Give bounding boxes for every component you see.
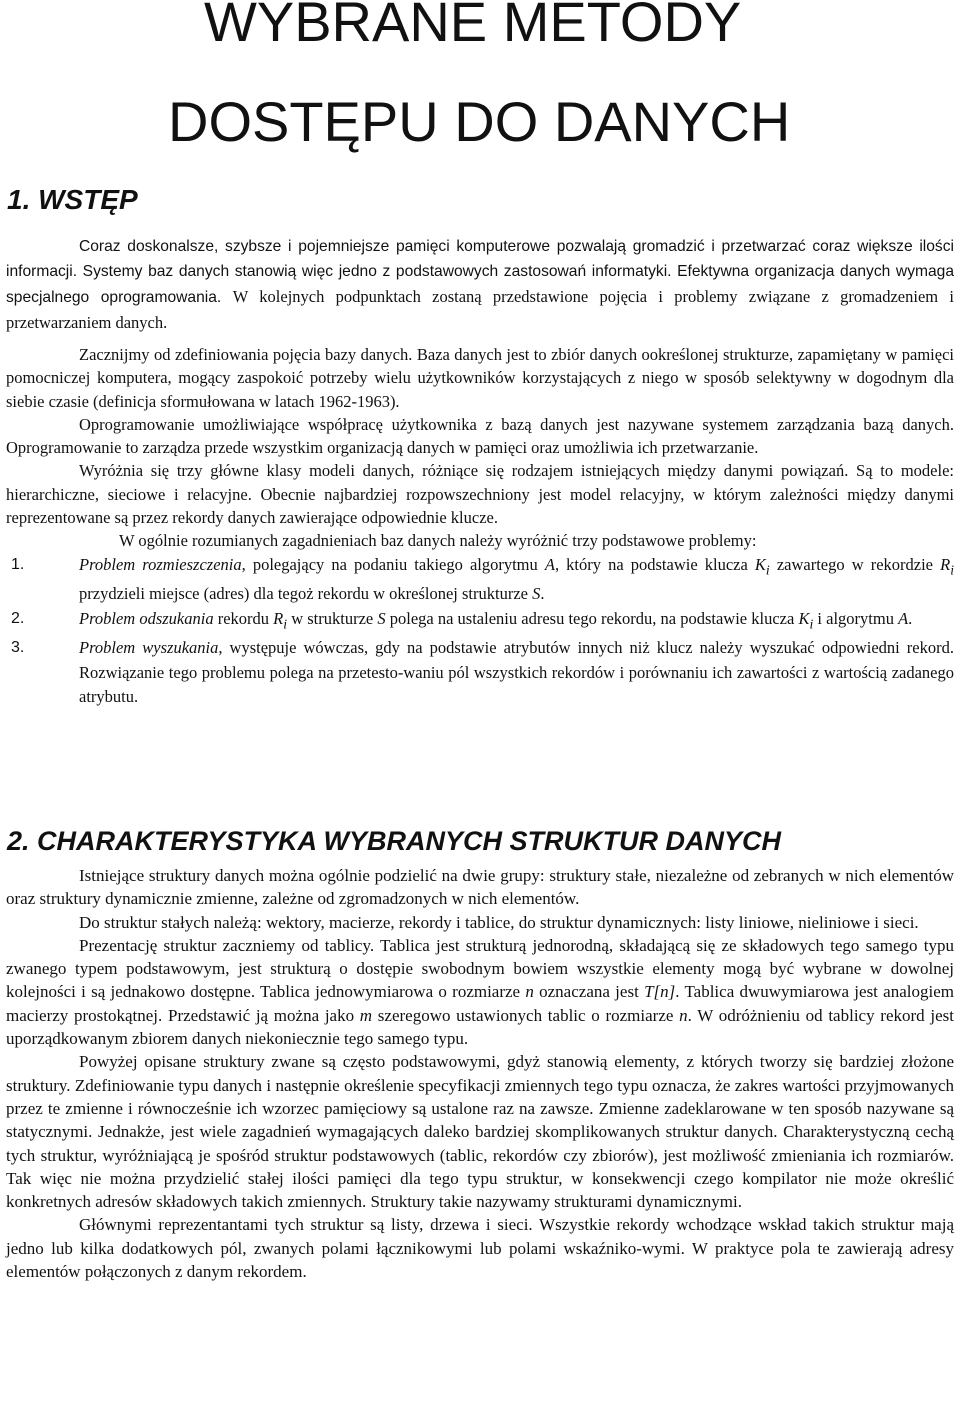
para-text: Prezentację struktur zaczniemy od tablicy. Tablica jest strukturą jednorodną, składającą się ze składowych tego samego typu zwanego typem podstawowym, jest strukturą o dostępie swobodnym bowiem wszystkie elementy mogą być wybrane w dowolnej kolejności i są jednakowo dostępne. Tablica jednowymiarowa o rozmiarze bbox=[6, 935, 954, 1002]
intro-tail: W kolejnych podpunktach zostaną przedstawione pojęcia i problemy związane z gromadzeniem i przetwarzaniem danych. bbox=[6, 287, 954, 332]
symbol-r: R bbox=[273, 608, 284, 628]
problem-text: zawartego w rekordzie bbox=[769, 554, 941, 574]
problem-text: przydzieli miejsce (adres) dla tegoż rekordu w określonej strukturze bbox=[79, 584, 533, 604]
symbol-k: K bbox=[754, 554, 766, 574]
problem-name: Problem wyszukania bbox=[79, 638, 219, 658]
section-2-paragraph-2: Do struktur stałych należą: wektory, macierze, rekordy i tablice, do struktur dynamicznych: listy liniowe, nieliniowe i sieci. bbox=[79, 912, 919, 932]
intro-text: Coraz doskonalsze, szybsze i pojemniejsze pamięci komputerowe pozwalają gromadzić i przetwarzać coraz większe ilości informacji. Systemy baz danych stanowią więc jedno z podstawowych zastosowań informatyki. Efektywna organizacja danych wymaga specjalnego oprogramowania. bbox=[6, 238, 954, 306]
section-2-paragraph-5: Głównymi reprezentantami tych struktur są listy, drzewa i sieci. Wszystkie rekordy wchodzące wskład takich struktur mają jedno lub kilka dodatkowych pól, zwanych polami łącznikowymi lub polami wskaźniko-wymi. W praktyce pola te zawierają adresy elementów połączonych z danym rekordem. bbox=[6, 1215, 954, 1282]
problem-item-1 bbox=[6, 553, 954, 607]
symbol-n: n bbox=[525, 982, 534, 1002]
symbol-s: S bbox=[532, 584, 541, 604]
section-1-paragraph-4: Wyróżnia się trzy główne klasy modeli danych, różniące się rodzajem istniejących między danymi powiązań. Są to modele: hierarchiczne, sieciowe i relacyjne. Obecnie najbardziej rozpowszechniony jest model relacyjny, w którym zależności między danymi reprezentowane są przez rekordy danych zawierające odpowiednie klucze. bbox=[6, 461, 954, 528]
problem-text: i algorytmu bbox=[813, 608, 899, 628]
problem-item-3 bbox=[6, 636, 954, 709]
problem-name: Problem rozmieszczenia bbox=[79, 554, 242, 574]
document-title-line-1: WYBRANE METODY bbox=[204, 0, 742, 53]
section-2-heading: 2. CHARAKTERYSTYKA WYBRANYCH STRUKTUR DANYCH bbox=[7, 826, 782, 856]
subscript-i: i bbox=[809, 616, 814, 632]
symbol-m: m bbox=[359, 1005, 373, 1025]
problem-text: . bbox=[540, 584, 545, 604]
subscript-i: i bbox=[283, 616, 288, 632]
problem-number: 2. bbox=[11, 609, 25, 627]
problem-text: , występuje wówczas, gdy na podstawie atrybutów innych niż klucz należy wyszukać odpowiedni rekord. Rozwiązanie tego problemu polega na przetesto-waniu pól wszystkich rekordów i porównaniu ich zawartości z wartością zadanego atrybutu. bbox=[79, 638, 954, 707]
problem-number: 1. bbox=[11, 555, 25, 573]
para-text: . Tablica dwuwymiarowa jest analogiem macierzy prostokątnej. Przedstawić ją można jako bbox=[6, 982, 954, 1025]
symbol-k: K bbox=[798, 608, 810, 628]
document-title-line-2: DOSTĘPU DO DANYCH bbox=[168, 90, 791, 153]
problem-text: , polegający na podaniu takiego algorytmu bbox=[241, 554, 545, 574]
symbol-a: A bbox=[544, 554, 555, 574]
problem-number: 3. bbox=[11, 639, 25, 657]
section-2-paragraph-4: Powyżej opisane struktury zwane są często podstawowymi, gdyż stanowią elementy, z których tworzy się bardziej złożone struktury. Zdefiniowanie typu danych i następnie określenie specyfikacji zmiennych tego typu oznacza, że zakres wartości przyjmowanych przez te zmienne i równocześnie ich wzorzec pamięciowy są ustalone raz na zawsze. Zmienne zadeklarowane w ten sposób nazywane są statycznymi. Jednakże, jest wiele zagadnień wymagających daleko bardziej skomplikowanych struktur danych. Charakterystyczną cechą tych struktur, wyróżniającą je spośród struktur podstawowych (tablic, rekordów czy zbiorów), jest możliwość zmieniania ich rozmiarów. Tak więc nie można przydzielić stałej ilości pamięci dla tego typu struktur, w konsekwencji czego kompilator nie może określić konkretnych adresów składowych takich zmiennych. Struktury takie nazywamy strukturami dynamicznymi. bbox=[6, 1052, 954, 1212]
subscript-i: i bbox=[950, 561, 955, 577]
section-2-paragraph-3 bbox=[6, 934, 954, 1050]
section-1-intro bbox=[6, 234, 954, 336]
section-1-paragraph-3: Oprogramowanie umożliwiające współpracę użytkownika z bazą danych jest nazywane systemem zarządzania bazą danych. Oprogramowanie to zarządza przede wszystkim organizacją danych w pamięci oraz umożliwia ich przetwarzanie. bbox=[6, 414, 954, 458]
problem-text: polega na ustaleniu adresu tego rekordu, na podstawie klucza bbox=[385, 608, 799, 628]
section-1-paragraph-5: W ogólnie rozumianych zagadnieniach baz danych należy wyróżnić trzy podstawowe problemy: bbox=[119, 531, 757, 551]
section-1-heading: 1. WSTĘP bbox=[7, 184, 138, 215]
problem-text: rekordu bbox=[213, 608, 274, 628]
section-2-body bbox=[6, 864, 954, 1283]
problem-text: . bbox=[908, 608, 913, 628]
problem-text: , który na podstawie klucza bbox=[554, 554, 755, 574]
problem-name: Problem odszukania bbox=[79, 608, 214, 628]
section-1-paragraph-2 bbox=[6, 343, 954, 413]
symbol-r: R bbox=[940, 554, 951, 574]
para2-rest: Baza danych jest to zbiór danych ookreślonej strukturze, zapamiętany w pamięci pomocniczej komputera, mogący zaspokoić potrzeby wielu użytkowników korzystających z niego w sposób selektywny w dogodnym dla siebie czasie (definicja sformułowana w latach 1962-1963). bbox=[6, 345, 954, 411]
symbol-n: n bbox=[679, 1005, 688, 1025]
problem-item-2 bbox=[6, 607, 954, 637]
symbol-t-n: T[n] bbox=[644, 982, 676, 1002]
problems-list bbox=[6, 553, 954, 710]
para-text: oznaczana jest bbox=[533, 982, 645, 1002]
symbol-s: S bbox=[377, 608, 386, 628]
problem-text: w strukturze bbox=[287, 608, 378, 628]
subscript-i: i bbox=[765, 561, 770, 577]
section-2-paragraph-1: Istniejące struktury danych można ogólnie podzielić na dwie grupy: struktury stałe, niezależne od zebranych w nich elementów oraz struktury dynamicznie zmienne, zależne od zgromadzonych w nich elementów. bbox=[6, 866, 954, 909]
section-1-body bbox=[6, 234, 954, 710]
para2-start: Zacznijmy od zdefiniowania pojęcia bazy danych. bbox=[79, 345, 413, 364]
para-text: szeregowo ustawionych tablic o rozmiarze bbox=[372, 1005, 680, 1025]
para-text: . W odróżnieniu od tablicy rekord jest uporządkowanym zbiorem danych niekoniecznie tego samego typu. bbox=[6, 1005, 954, 1049]
symbol-a: A bbox=[898, 608, 909, 628]
